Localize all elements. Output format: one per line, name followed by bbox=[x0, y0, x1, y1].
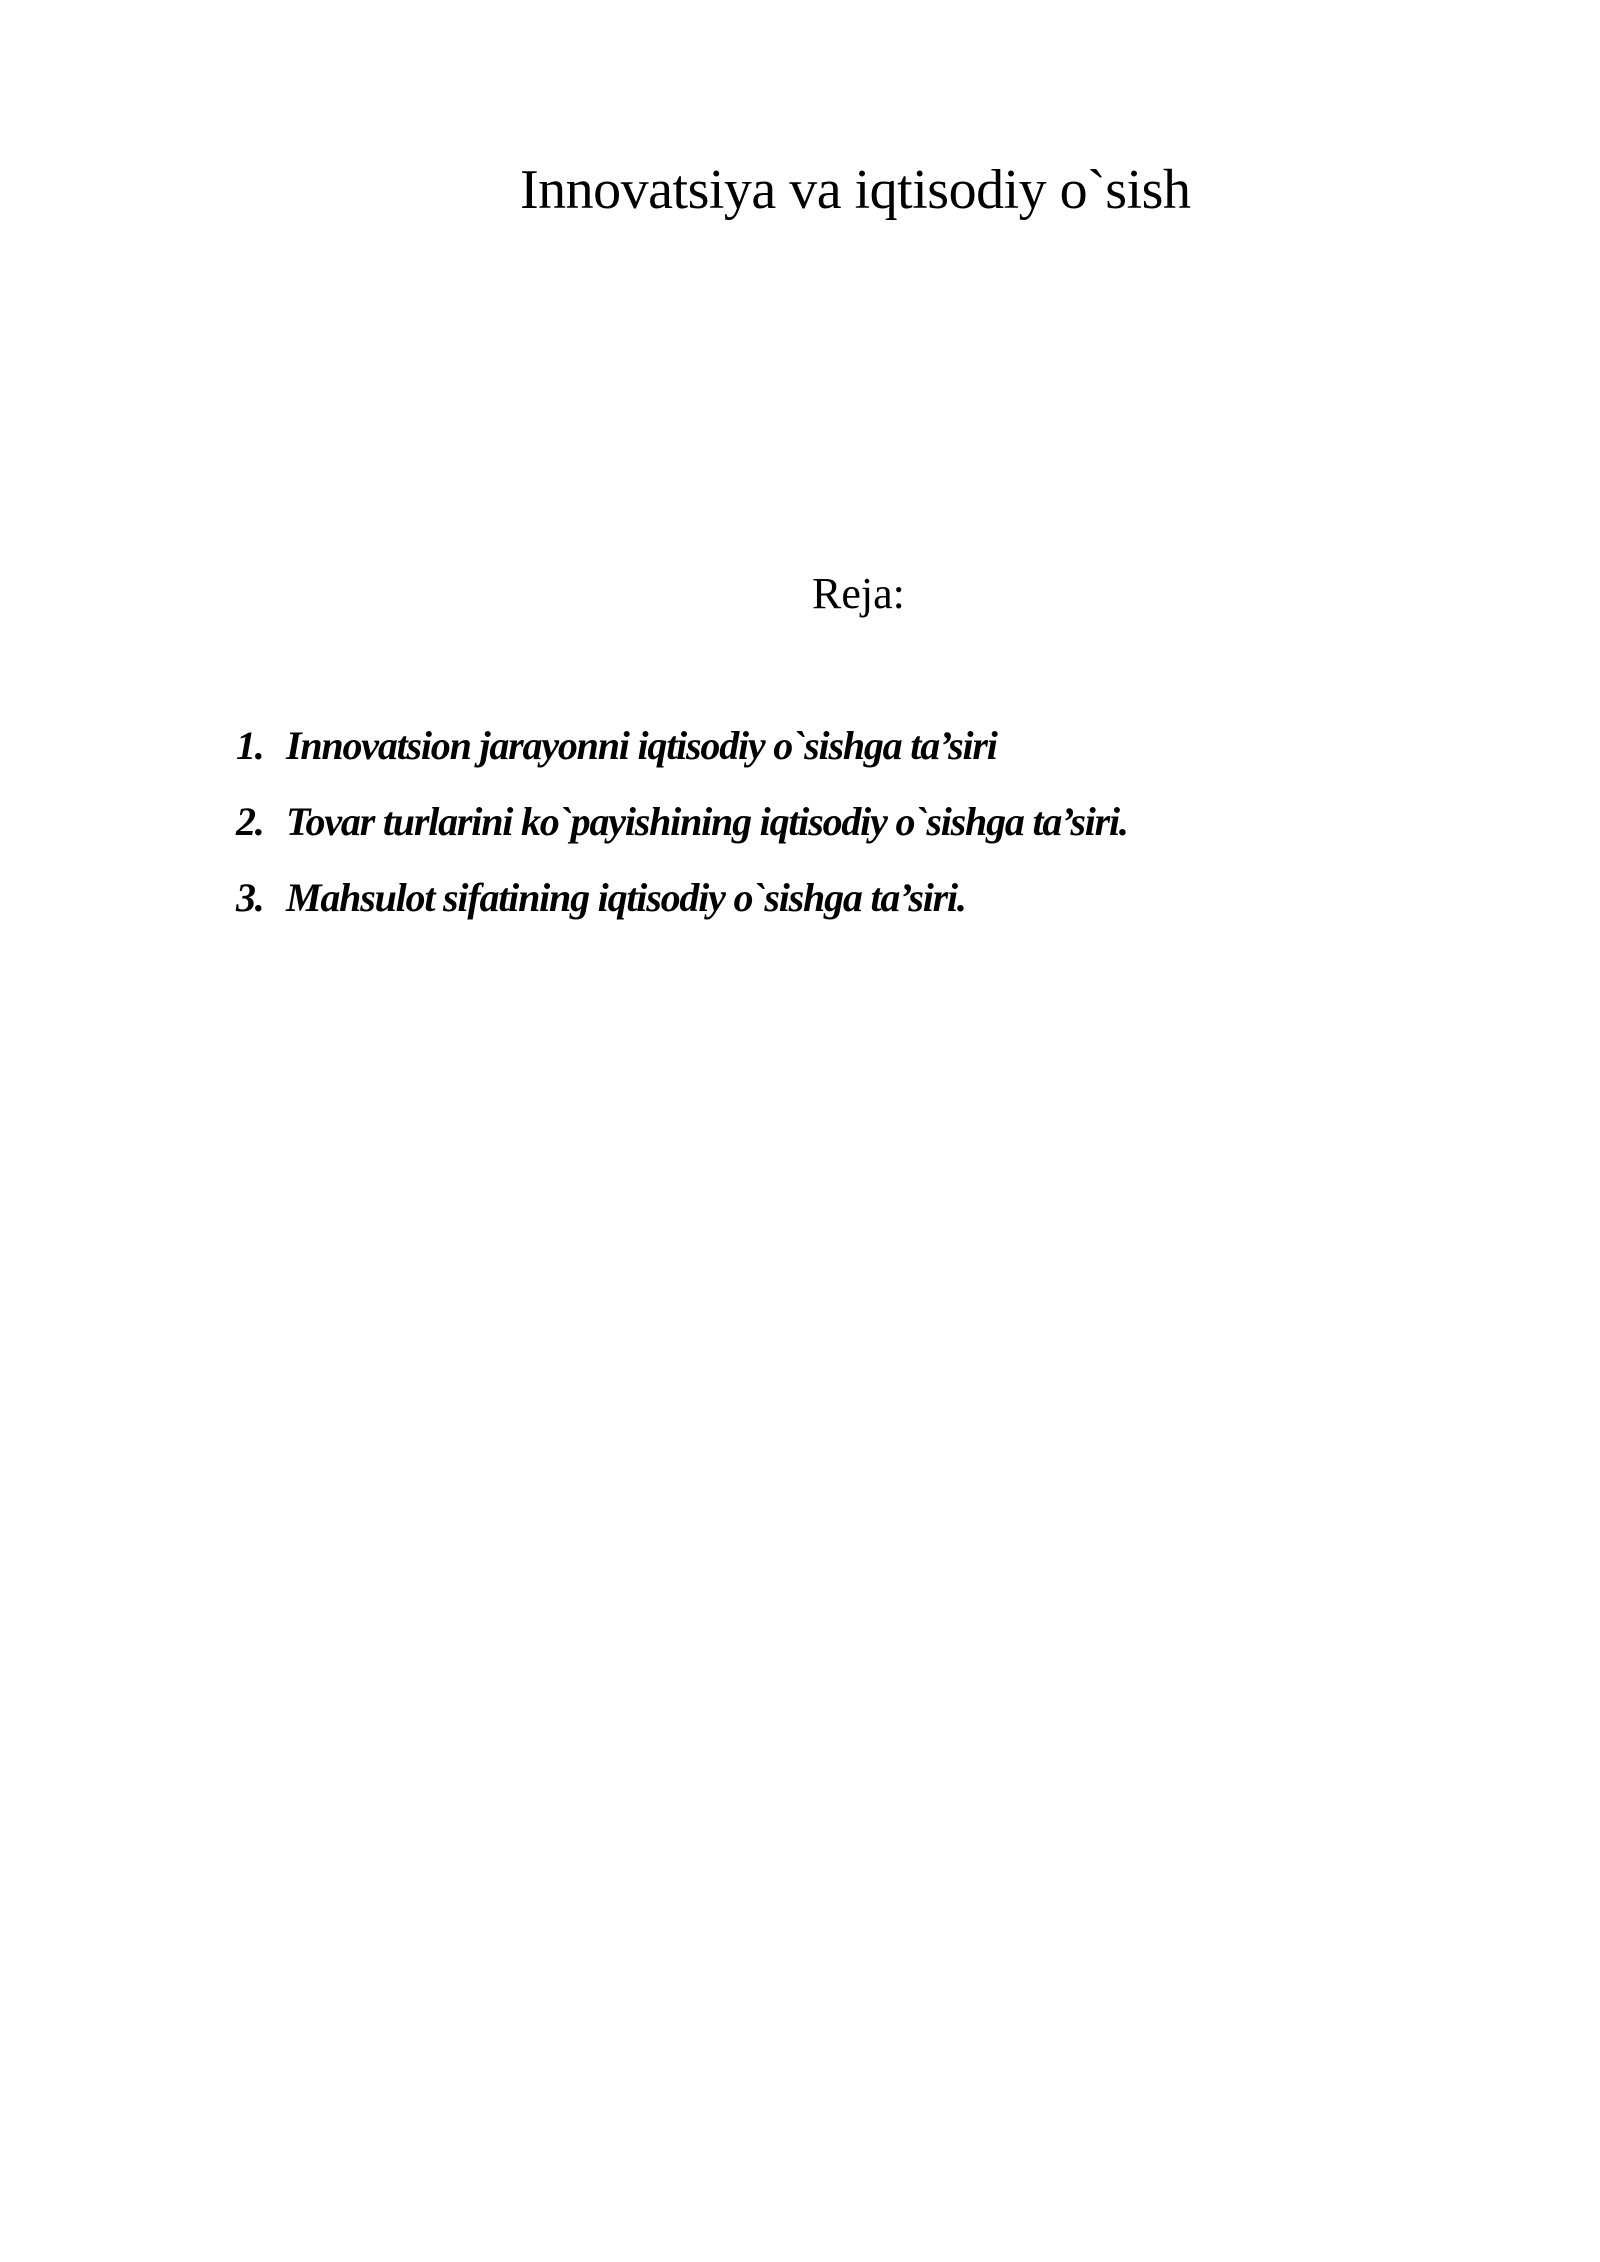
plan-item-1 bbox=[236, 708, 1128, 784]
plan-item-text: Mahsulot sifatining iqtisodiy o`sishga ta’siri. bbox=[286, 875, 966, 920]
plan-list bbox=[236, 708, 1128, 936]
plan-item-3 bbox=[236, 860, 1128, 936]
plan-heading: Reja: bbox=[812, 569, 905, 618]
plan-item-number: 2. bbox=[236, 799, 264, 844]
plan-item-text: Innovatsion jarayonni iqtisodiy o`sishga ta’siri bbox=[286, 723, 997, 768]
plan-item-2 bbox=[236, 784, 1128, 860]
document-title: Innovatsiya va iqtisodiy o`sish bbox=[520, 159, 1191, 221]
plan-item-number: 3. bbox=[236, 875, 264, 920]
plan-item-number: 1. bbox=[236, 723, 264, 768]
plan-item-text: Tovar turlarini ko`payishining iqtisodiy o`sishga ta’siri. bbox=[286, 799, 1128, 844]
